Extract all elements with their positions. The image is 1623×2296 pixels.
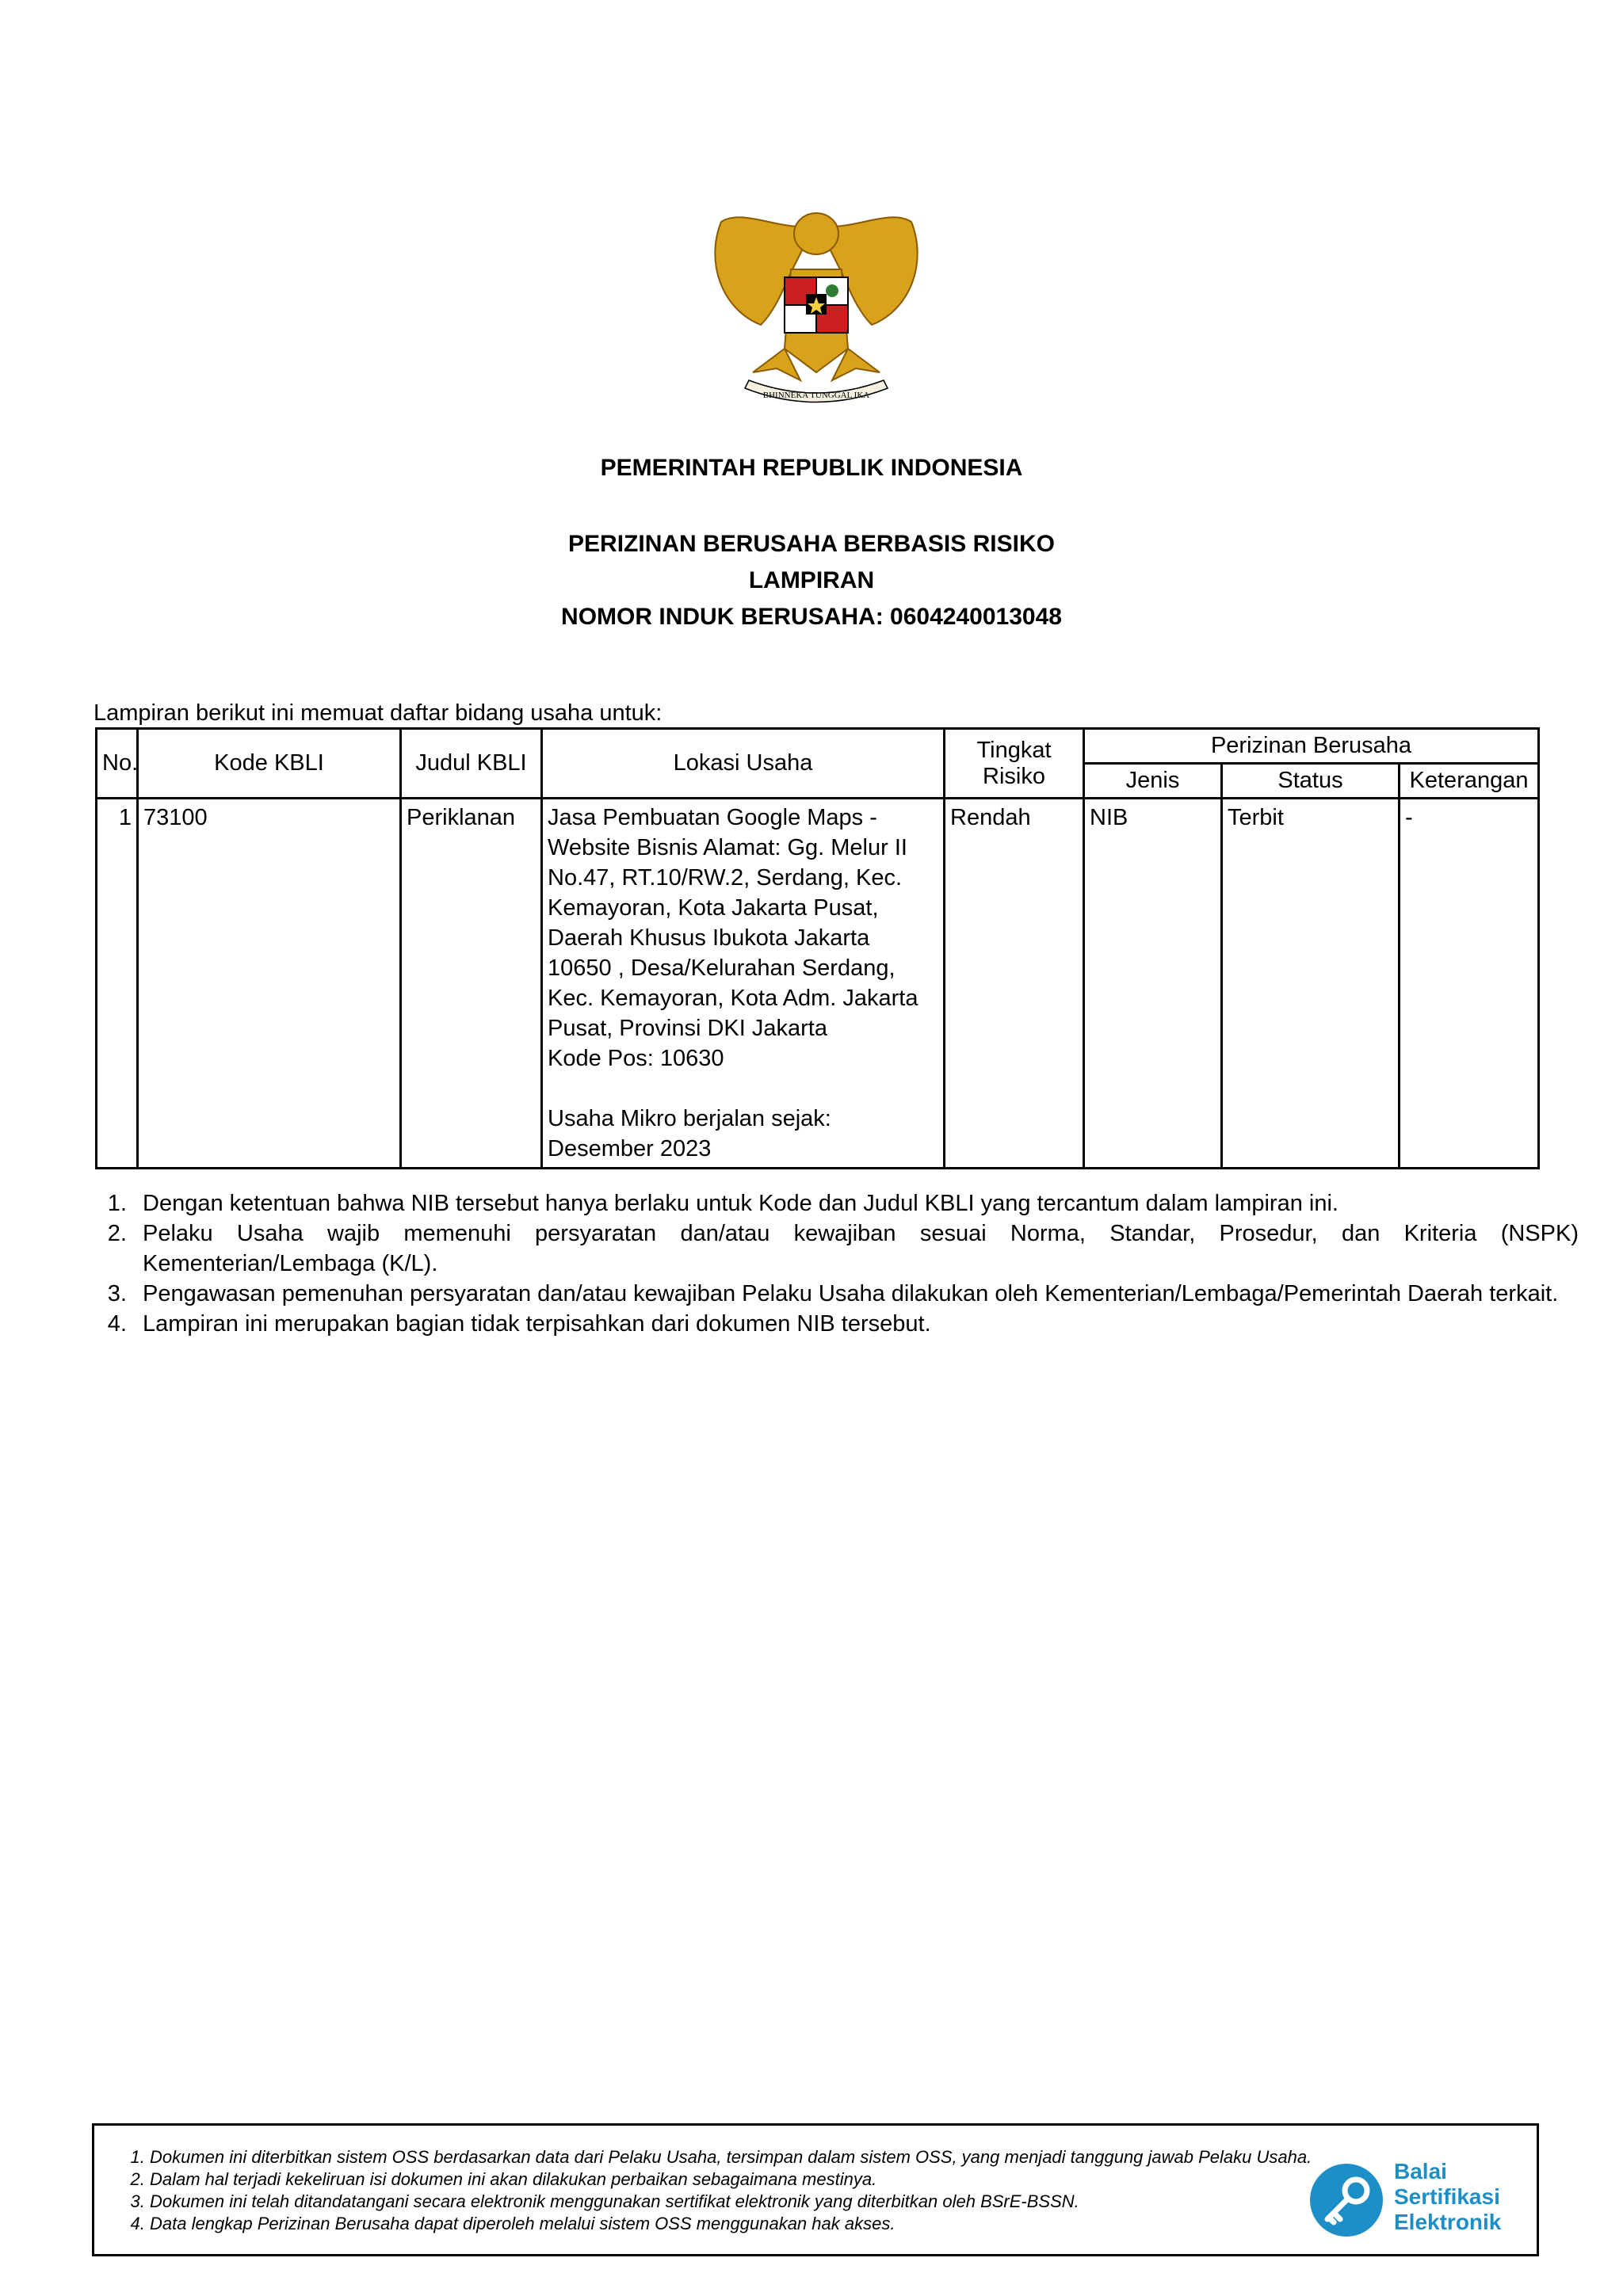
lokasi-line: Desember 2023 [548,1136,712,1161]
bsre-line-1: Balai [1394,2159,1447,2183]
footer-note-item: 1. Dokumen ini diterbitkan sistem OSS berdasarkan data dari Pelaku Usaha, tersimpan dalam sistem OSS, yang menjadi tanggung jawab Pelaku Usaha. [150,2146,1386,2168]
cell-kode-kbli: 73100 [138,799,401,1169]
emblem-motto: BHINNEKA TUNGGAL IKA [762,391,870,400]
footer-note-item: 4. Data lengkap Perizinan Berusaha dapat diperoleh melalui sistem OSS menggunakan hak akses. [150,2213,1386,2235]
header-kode-kbli: Kode KBLI [138,729,401,799]
note-item: 1. Dengan ketentuan bahwa NIB tersebut hanya berlaku untuk Kode dan Judul KBLI yang tercantum dalam lampiran ini. [133,1188,1579,1219]
footer-notes-list [110,2146,1386,2235]
bsre-logo [1307,2157,1513,2245]
header-perizinan-berusaha: Perizinan Berusaha [1084,729,1539,764]
title-line-2: LAMPIRAN [748,567,875,593]
footer-note-item: 3. Dokumen ini telah ditandatangani secara elektronik menggunakan sertifikat elektronik yang diterbitkan oleh BSrE-BSSN. [150,2191,1386,2213]
note-item: 2. Pelaku Usaha wajib memenuhi persyaratan dan/atau kewajiban sesuai Norma, Standar, Prosedur, dan Kriteria (NSPK) Kementerian/Lembaga (K/L). [133,1219,1579,1279]
header-lokasi-usaha: Lokasi Usaha [542,729,945,799]
header-judul-kbli: Judul KBLI [401,729,542,799]
lokasi-line: Usaha Mikro berjalan sejak: [548,1106,831,1131]
government-heading: PEMERINTAH REPUBLIK INDONESIA [600,455,1023,481]
table-row [97,799,1539,1169]
title-line-3: NOMOR INDUK BERUSAHA: 0604240013048 [561,604,1062,630]
title-line-1: PERIZINAN BERUSAHA BERBASIS RISIKO [568,531,1055,557]
footer-note-item: 2. Dalam hal terjadi kekeliruan isi dokumen ini akan dilakukan perbaikan sebagaimana mestinya. [150,2168,1386,2191]
header-keterangan: Keterangan [1400,764,1539,799]
lokasi-line: Jasa Pembuatan Google Maps - [548,805,877,830]
lokasi-line: Pusat, Provinsi DKI Jakarta [548,1016,827,1041]
note-item: 4. Lampiran ini merupakan bagian tidak terpisahkan dari dokumen NIB tersebut. [133,1309,1579,1339]
document-title [0,526,1623,635]
cell-no: 1 [97,799,138,1169]
cell-tingkat-risiko: Rendah [945,799,1084,1169]
header-tingkat-line1: Tingkat [976,737,1052,763]
lokasi-line: No.47, RT.10/RW.2, Serdang, Kec. [548,865,903,891]
bsre-logo-text [1394,2159,1501,2235]
garuda-emblem [697,190,935,420]
lokasi-line: Kemayoran, Kota Jakarta Pusat, [548,895,879,921]
lokasi-line [548,1074,938,1104]
lokasi-line: Kode Pos: 10630 [548,1046,724,1071]
cell-keterangan: - [1400,799,1539,1169]
intro-text: Lampiran berikut ini memuat daftar bidang usaha untuk: [94,700,663,726]
key-icon [1307,2161,1386,2240]
cell-judul-kbli: Periklanan [401,799,542,1169]
header-tingkat-line2: Risiko [983,763,1045,789]
footer-disclaimer-box [92,2123,1539,2256]
lokasi-line: Website Bisnis Alamat: Gg. Melur II [548,835,907,860]
bsre-line-2: Sertifikasi [1394,2184,1500,2209]
notes-list [94,1188,1579,1339]
lokasi-line: 10650 , Desa/Kelurahan Serdang, [548,955,896,981]
cell-status: Terbit [1222,799,1400,1169]
lokasi-line: Daerah Khusus Ibukota Jakarta [548,925,870,951]
kbli-table [95,727,1540,1169]
lokasi-line: Kec. Kemayoran, Kota Adm. Jakarta [548,986,918,1011]
cell-lokasi-usaha [542,799,945,1169]
header-status: Status [1222,764,1400,799]
cell-jenis: NIB [1084,799,1222,1169]
header-tingkat-risiko [945,729,1084,799]
header-no: No. [97,729,138,799]
bsre-line-3: Elektronik [1394,2210,1502,2234]
header-jenis: Jenis [1084,764,1222,799]
note-item: 3. Pengawasan pemenuhan persyaratan dan/atau kewajiban Pelaku Usaha dilakukan oleh Kementerian/Lembaga/Pemerintah Daerah terkait. [133,1279,1579,1309]
